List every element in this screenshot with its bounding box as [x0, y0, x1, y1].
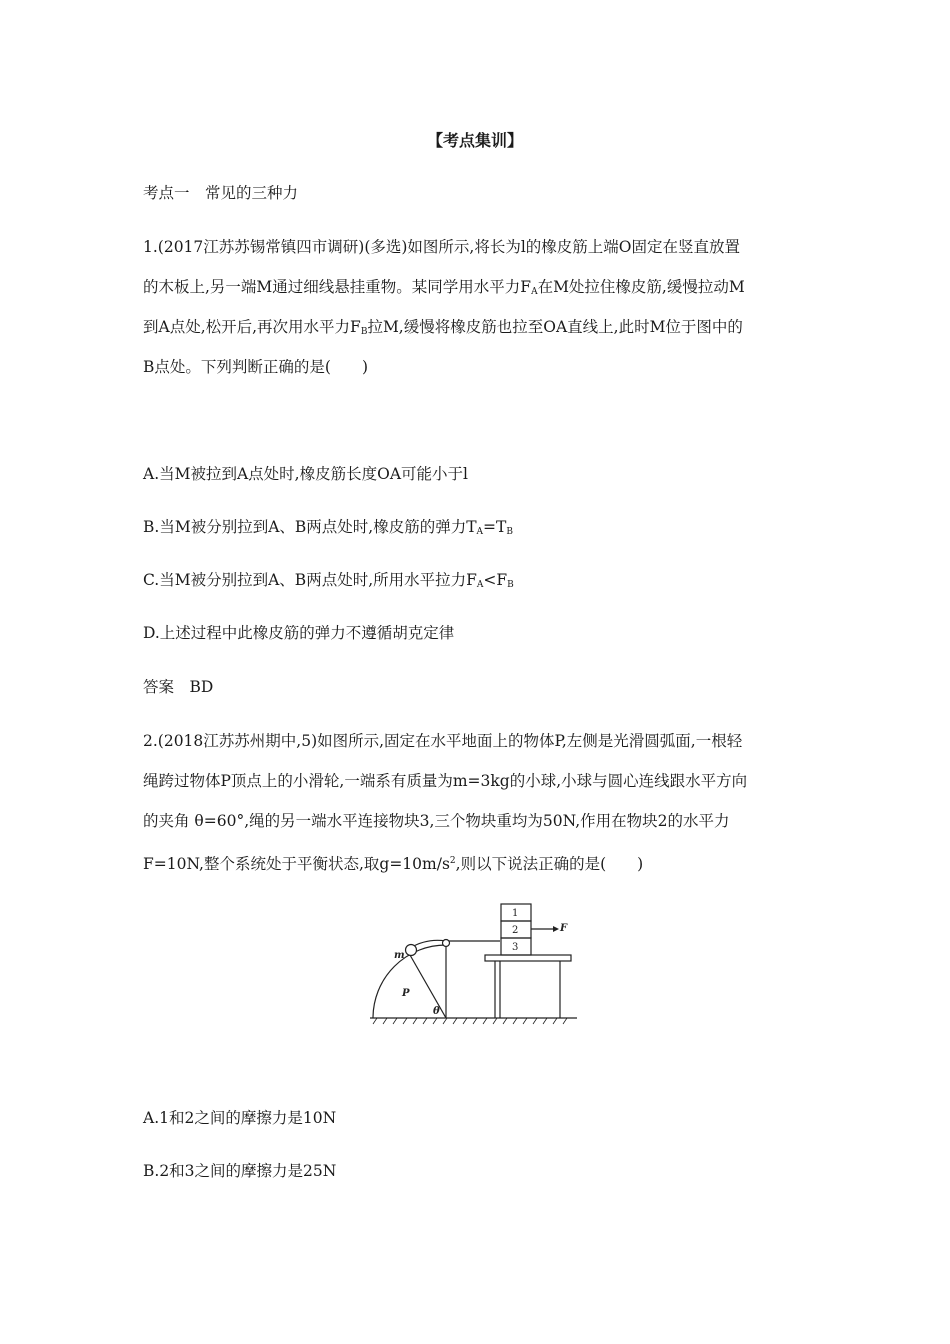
ground-hatch [373, 1018, 567, 1024]
object-p-label: P [402, 988, 410, 999]
q1-line4: B点处。下列判断正确的是( ) [143, 358, 368, 376]
q1-answer: 答案 BD [143, 678, 214, 696]
block-2-label: 2 [512, 925, 519, 936]
radius-line [410, 955, 446, 1018]
q2-option-a: A.1和2之间的摩擦力是10N [143, 1109, 337, 1127]
q2-line1: 2.(2018江苏苏州期中,5)如图所示,固定在水平地面上的物体P,左侧是光滑圆弧面,一根轻 [143, 732, 743, 750]
q2-line3: 的夹角 θ=60°,绳的另一端水平连接物块3,三个物块重均为50N,作用在物块2的水平力 [143, 812, 730, 830]
physics-figure [365, 898, 585, 1028]
topic-heading: 考点一 常见的三种力 [143, 184, 299, 202]
q1-option-c: C.当M被分别拉到A、B两点处时,所用水平拉力$F_A<F_B$ [143, 571, 514, 590]
force-arrowhead [553, 926, 559, 932]
pulley [443, 940, 450, 947]
mass-label: m [394, 950, 405, 961]
table-top [485, 955, 571, 961]
q1-line1: 1.(2017江苏苏锡常镇四市调研)(多选)如图所示,将长为l的橡皮筋上端O固定在竖直放置 [143, 238, 741, 256]
q1-line3: 到A点处,松开后,再次用水平力$F_B$拉M,缓慢将橡皮筋也拉至OA直线上,此时M位于图中的 [143, 318, 743, 337]
q1-line2: 的木板上,另一端M通过细线悬挂重物。某同学用水平力$F_A$在M处拉住橡皮筋,缓慢拉动M [143, 278, 745, 297]
theta-label: θ [433, 1006, 440, 1017]
q2-option-b: B.2和3之间的摩擦力是25N [143, 1162, 337, 1180]
q1-option-b: B.当M被分别拉到A、B两点处时,橡皮筋的弹力$T_A=T_B$ [143, 518, 513, 537]
q1-option-a: A.当M被拉到A点处时,橡皮筋长度OA可能小于l [143, 465, 468, 483]
q2-line4: F=10N,整个系统处于平衡状态,取$g=10m/s^2$,则以下说法正确的是( ) [143, 855, 644, 873]
block-3-label: 3 [512, 942, 519, 953]
block-1-label: 1 [512, 908, 519, 919]
q2-line2: 绳跨过物体P顶点上的小滑轮,一端系有质量为m=3kg的小球,小球与圆心连线跟水平方向 [143, 772, 748, 790]
section-title: 【考点集训】 [426, 131, 523, 150]
force-label: F [560, 923, 568, 934]
q1-option-d: D.上述过程中此橡皮筋的弹力不遵循胡克定律 [143, 624, 455, 642]
ball-m [406, 945, 417, 956]
